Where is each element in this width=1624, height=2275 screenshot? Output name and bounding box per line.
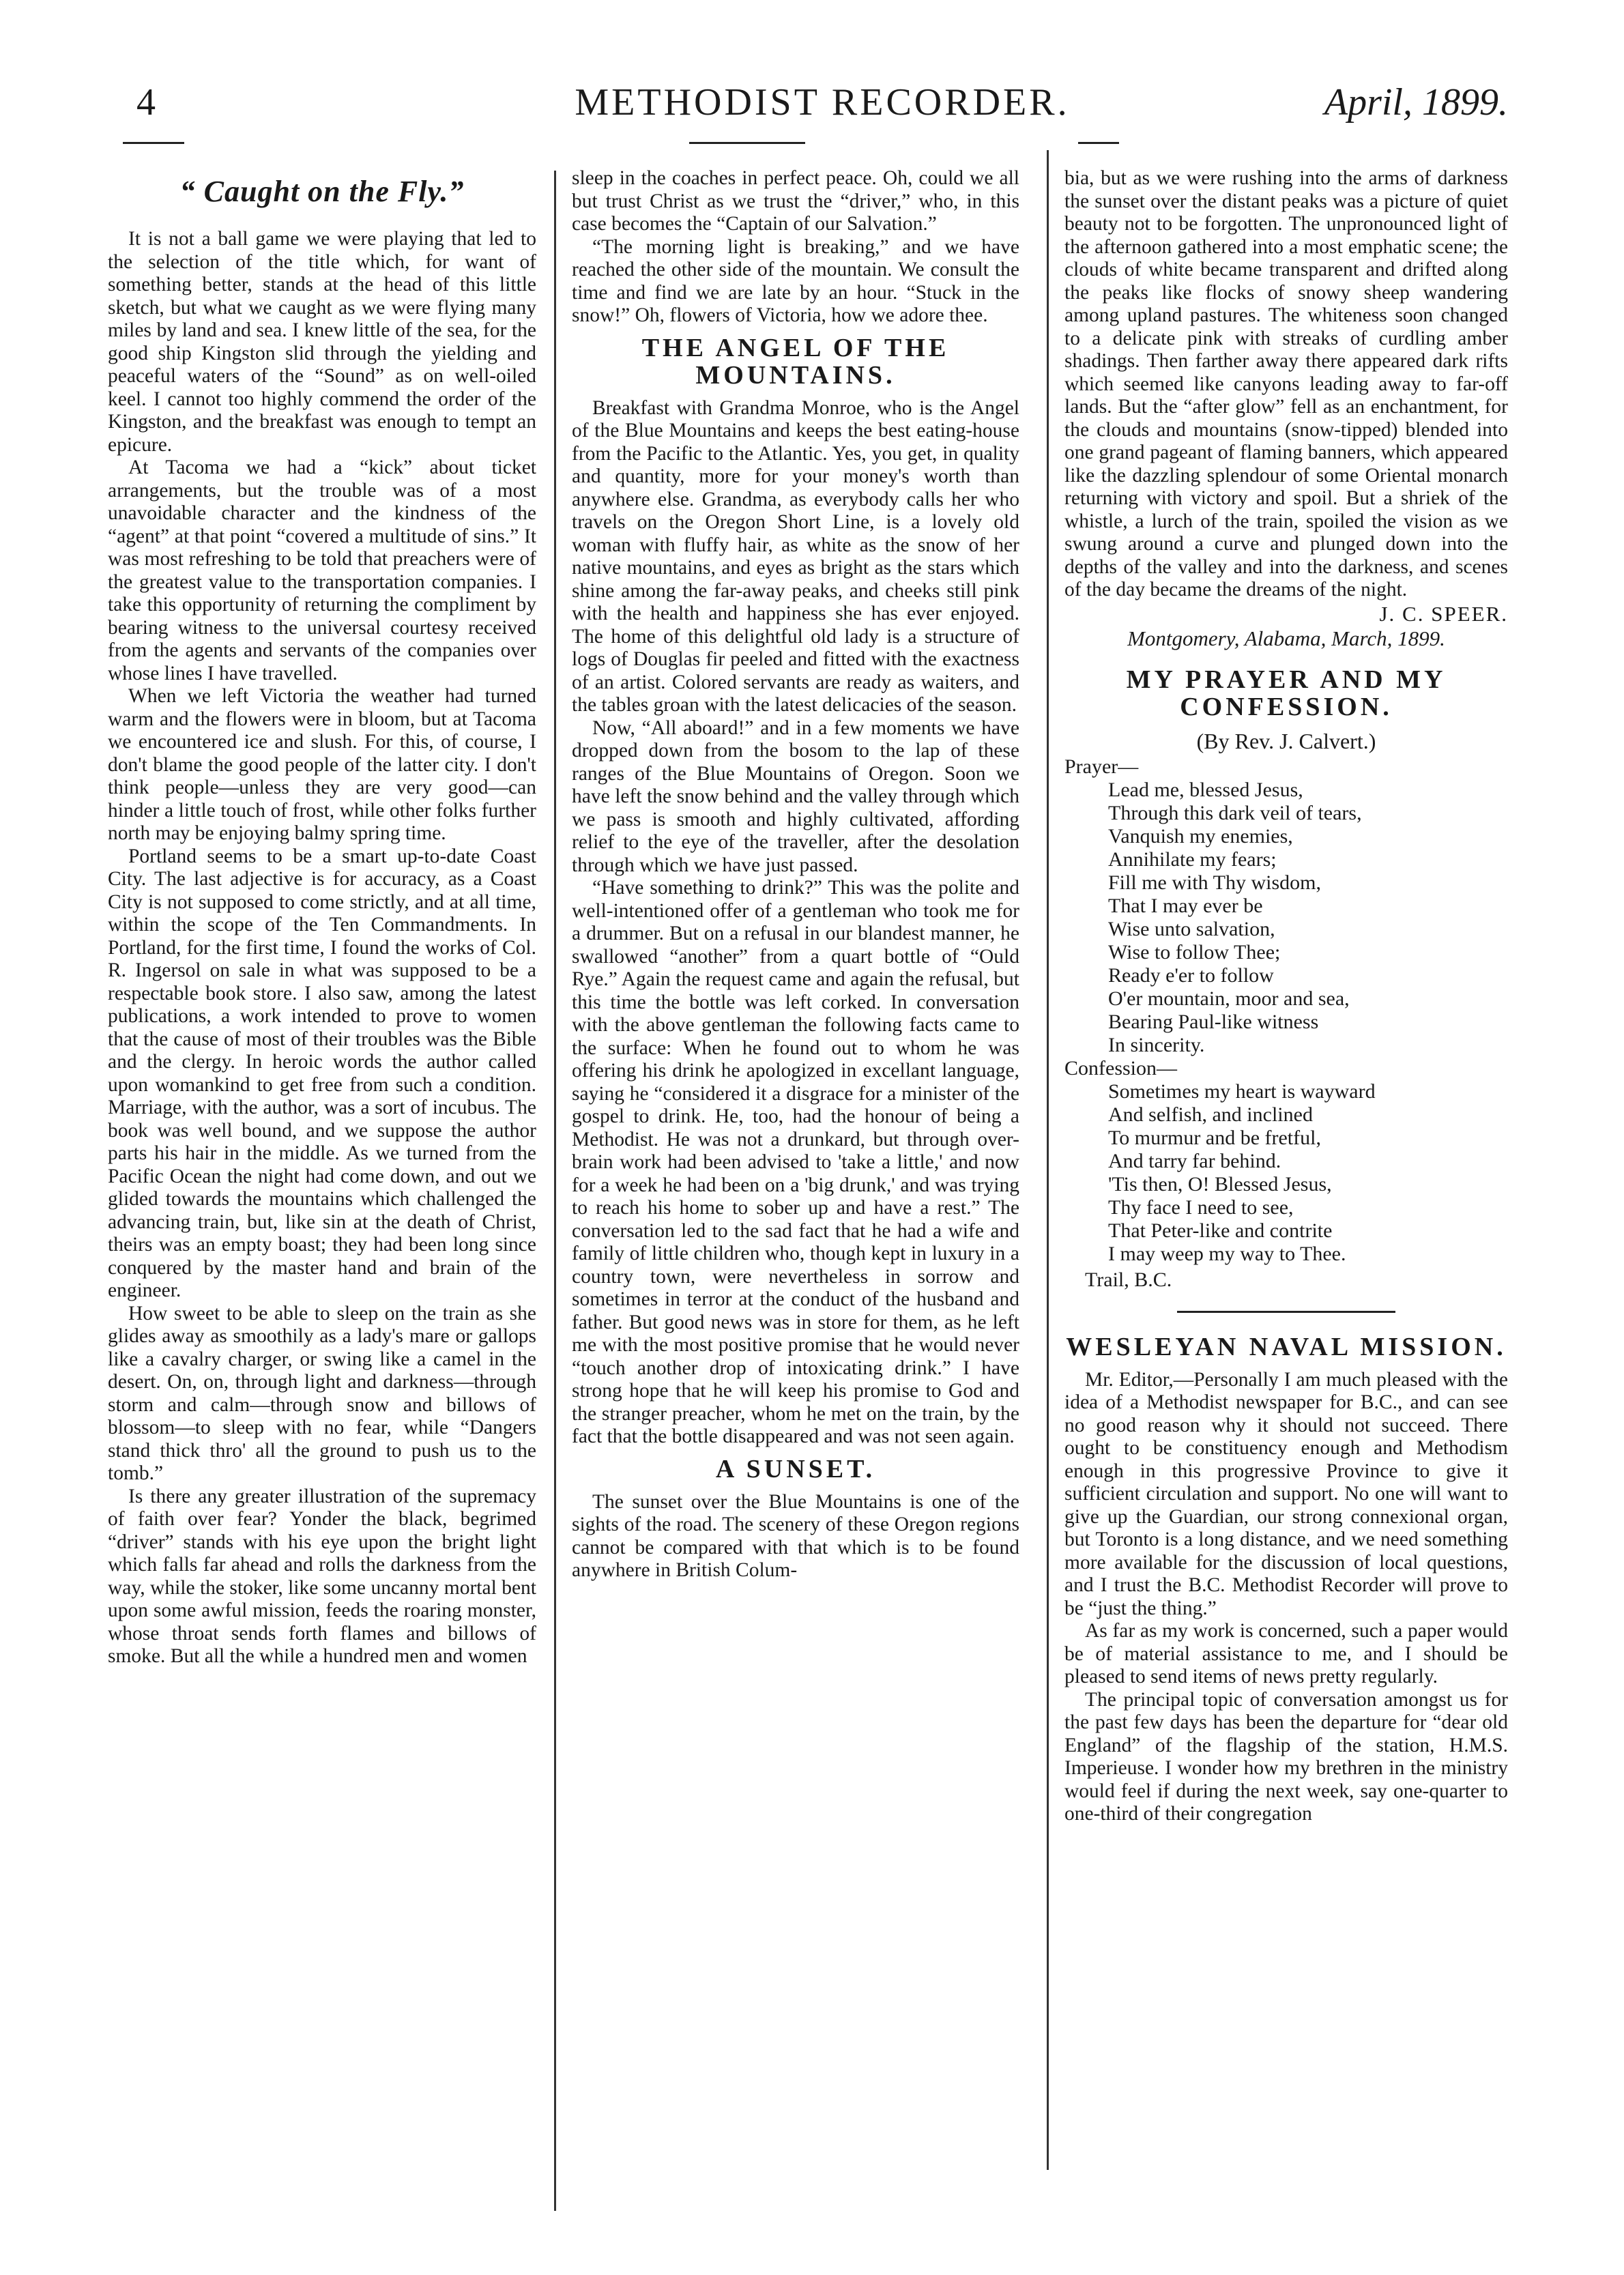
column-rule-2 bbox=[1047, 150, 1049, 2170]
prayer-label: Prayer— bbox=[1064, 755, 1139, 778]
poem-line: And selfish, and inclined bbox=[1108, 1103, 1313, 1126]
poem-line: O'er mountain, moor and sea, bbox=[1108, 987, 1350, 1010]
paragraph: “Have something to drink?” This was the polite and well-intentioned offer of a gentleman who took me for a drummer. But on a refusal in our blandest manner, he swallowed “another” from a quart bottle of “Ould Rye.” Again the request came and again the refusal, but this time the bottle was left corked. In conversation with the above gentleman the following facts came to the surface: When he found out to whom he was offering his drink he apologized in excellant language, saying he “considered it a disgrace for a minister of the gospel to drink. He, too, had the honour of being a Methodist. He was not a drunkard, but through over-brain work had been advised to 'take a little,' and now for a week he had been on a 'big drunk,' and was trying to reach his home to sober up and have a rest.” The conversation led to the sad fact that he had a wife and family of little children who, though kept in luxury in a country town, were nevertheless in sorrow and sometimes in terror at the conduct of the husband and father. But good news was in store for them, as he left me with the most positive promise that he would never “touch another drop of intoxicating drink.” I have strong hope that he will keep his promise to God and the stranger preacher, whom he met on the train, by the fact that the bottle disappeared and was not seen again. bbox=[572, 877, 1019, 1447]
poem-place: Trail, B.C. bbox=[1085, 1268, 1172, 1291]
poem-byline: (By Rev. J. Calvert.) bbox=[1196, 728, 1376, 753]
column-2 bbox=[572, 167, 1019, 2132]
paragraph: Is there any greater illustration of the supremacy of faith over fear? Yonder the black, begrimed “driver” stands with his eye upon the bright light which falls far ahead and rolls the darkness from the way, while the stoker, like some uncanny mortal bent upon some awful mission, feeds the roaring monster, whose throat sends forth flames and billows of smoke. But all the while a hundred men and women bbox=[108, 1485, 536, 1667]
poem-line: Wise unto salvation, bbox=[1108, 917, 1275, 940]
paragraph: When we left Victoria the weather had turned warm and the flowers were in bloom, but at Tacoma we encountered ice and slush. For this, of course, I don't blame the good people of the latter city. I don't think people—unless they are very good—can hinder a little touch of frost, while other folks further north may be enjoying balmy spring time. bbox=[108, 685, 536, 844]
paragraph: sleep in the coaches in perfect peace. Oh, could we all but trust Christ as we trust the “driver,” who, in this case becomes the “Captain of our Salvation.” bbox=[572, 167, 1019, 235]
header-rule-right bbox=[1078, 142, 1119, 144]
article-body-caught-on-fly bbox=[108, 228, 536, 1668]
paragraph: How sweet to be able to sleep on the train as she glides away as smoothily as a lady's mare or gallops like a cavalry charger, or swing like a camel in the desert. On, on, through light and darkness—through storm and calm—through snow and billows of blossom—to sleep with no fear, while “Dangers stand thick thro' all the ground to push us to the tomb.” bbox=[108, 1302, 536, 1484]
poem-line: In sincerity. bbox=[1108, 1033, 1205, 1056]
confession-label: Confession— bbox=[1064, 1056, 1177, 1079]
paragraph: Mr. Editor,—Personally I am much pleased with the idea of a Methodist newspaper for B.C., and can see no good reason why it should not succeed. There ought to be constituency enough and Methodism enough in this progressive Province to give it sufficient circulation and support. No one will want to give up the Guardian, our strong connexional organ, but Toronto is a long distance, and we need something more available for the discussion of local questions, and I trust the B.C. Methodist Recorder will prove to be “just the thing.” bbox=[1064, 1368, 1508, 1619]
paragraph: It is not a ball game we were playing that led to the selection of the title which, for want of something better, stands at the head of this little sketch, but what we caught as we were flying many miles by land and sea. I knew little of the sea, for the good ship Kingston slid through the yielding and peaceful waters of the “Sound” as on well-oiled keel. I cannot too highly commend the order of the Kingston, and the breakfast was enough to tempt an epicure. bbox=[108, 228, 536, 456]
article-title-caught-on-fly: “ Caught on the Fly.” bbox=[179, 175, 465, 208]
section-title-naval-mission: WESLEYAN NAVAL MISSION. bbox=[1066, 1332, 1507, 1361]
poem-line: To murmur and be fretful, bbox=[1108, 1126, 1321, 1149]
paragraph: As far as my work is concerned, such a paper would be of material assistance to me, and I should be pleased to send items of news pretty regularly. bbox=[1064, 1620, 1508, 1687]
dateline: Montgomery, Alabama, March, 1899. bbox=[1127, 626, 1445, 650]
paragraph: The sunset over the Blue Mountains is one of the sights of the road. The scenery of these Oregon regions cannot be compared with that which is to be found anywhere in British Colum- bbox=[572, 1490, 1019, 1581]
poem-line: Lead me, blessed Jesus, bbox=[1108, 778, 1303, 801]
section-title-sunset: A SUNSET. bbox=[715, 1454, 876, 1483]
paragraph: bia, but as we were rushing into the arms of darkness the sunset over the distant peaks was a picture of quiet beauty not to be forgotten. The unpronounced light of the afternoon gathered into a most emphatic scene; the clouds of white became transparent and drifted along the peaks like flocks of snowy sheep wandering among upland pastures. The whiteness soon changed to a delicate pink with streaks of curdling amber shadings. Then farther away there appeared dark rifts which seemed like canyons leading away to far-off lands. But the “after glow” fell as an enchantment, for the clouds and mountains (snow-tipped) blended into one grand pageant of flaming banners, which appeared like the dazzling splendour of some Oriental monarch returning with victory and spoil. But a shriek of the whistle, a lurch of the train, spoiled the vision as we swung around a curve and plunged down into the depths of the valley and into the darkness, and scenes of the day became the dreams of the night. bbox=[1064, 167, 1508, 600]
author-signature: J. C. SPEER. bbox=[1379, 601, 1508, 626]
poem-title: MY PRAYER AND MY CONFESSION. bbox=[1126, 665, 1447, 721]
poem-line: That I may ever be bbox=[1108, 894, 1263, 917]
section-body-angel bbox=[572, 397, 1019, 1449]
poem-line: Annihilate my fears; bbox=[1108, 847, 1277, 871]
column-rule-1 bbox=[554, 171, 556, 2211]
header-rule-center bbox=[689, 142, 805, 144]
paper-title: METHODIST RECORDER. bbox=[575, 81, 1070, 124]
prayer-stanza bbox=[1064, 779, 1508, 1057]
paragraph: The principal topic of conversation amongst us for the past few days has been the departure for “dear old England” of the flagship of the station, H.M.S. Imperieuse. I wonder how my brethren in the ministry would feel if during the next week, say one-quarter to one-third of their congregation bbox=[1064, 1688, 1508, 1825]
poem-line: Through this dark veil of tears, bbox=[1108, 801, 1362, 824]
poem-line: Thy face I need to see, bbox=[1108, 1196, 1294, 1219]
header-rule-left bbox=[123, 142, 184, 144]
issue-date: April, 1899. bbox=[1324, 81, 1508, 124]
poem-line: And tarry far behind. bbox=[1108, 1149, 1281, 1172]
poem-line: I may weep my way to Thee. bbox=[1108, 1242, 1346, 1265]
poem-line: 'Tis then, O! Blessed Jesus, bbox=[1108, 1172, 1332, 1196]
page-number: 4 bbox=[136, 81, 156, 124]
paragraph: Portland seems to be a smart up-to-date Coast City. The last adjective is for accuracy, as a Coast City is not supposed to come strictly, and at all time, within the scope of the Ten Commandments. In Portland, for the first time, I found the works of Col. R. Ingersol on sale in what was supposed to be a respectable book store. I also saw, among the latest publications, a work intended to prove to women that the cause of most of their troubles was the Bible and the clergy. In heroic words the author called upon womankind to get free from such a condition. Marriage, with the author, was a sort of incubus. The book was well bound, and we suppose the author parts his hair in the middle. As we turned from the Pacific Ocean the night had come down, and out we glided towards the mountains which challenged the advancing train, but, like sin at the death of Christ, theirs was an empty boast; they had been long since conquered by the master hand and brain of the engineer. bbox=[108, 845, 536, 1301]
masthead bbox=[136, 81, 1508, 142]
column-3 bbox=[1064, 167, 1508, 2098]
confession-stanza bbox=[1064, 1080, 1508, 1266]
paragraph: Now, “All aboard!” and in a few moments we have dropped down from the bosom to the lap of these ranges of the Blue Mountains of Oregon. Soon we have left the snow behind and the valley through which we pass is smooth and highly cultivated, affording relief to the eye of the traveller, after the desolation through which we have just passed. bbox=[572, 716, 1019, 876]
paragraph: Breakfast with Grandma Monroe, who is the Angel of the Blue Mountains and keeps the best eating-house from the Pacific to the Atlantic. Yes, you get, in quality and quantity, more for your money's worth than anywhere else. Grandma, as everybody calls her who travels on the Oregon Short Line, is a lovely old woman with fluffy hair, as white as the snow of her native mountains, and eyes as bright as the stars which shine among the far-away peaks, and cheeks still pink with the health and happiness she has ever enjoyed. The home of this delightful old lady is a structure of logs of Douglas fir peeled and fitted with the exactness of an artist. Colored servants are ready as waiters, and the tables groan with the latest delicacies of the season. bbox=[572, 396, 1019, 716]
poem-line: Vanquish my enemies, bbox=[1108, 824, 1293, 847]
section-body-sunset bbox=[572, 1491, 1019, 1582]
poem-line: Bearing Paul-like witness bbox=[1108, 1010, 1319, 1033]
poem-line: That Peter-like and contrite bbox=[1108, 1219, 1333, 1242]
sunset-continuation bbox=[1064, 167, 1508, 602]
column-1 bbox=[108, 167, 536, 2214]
article-continuation bbox=[572, 167, 1019, 328]
poem-line: Sometimes my heart is wayward bbox=[1108, 1079, 1376, 1103]
section-divider bbox=[1177, 1311, 1395, 1313]
poem-line: Wise to follow Thee; bbox=[1108, 940, 1281, 963]
section-body-naval-mission bbox=[1064, 1369, 1508, 1826]
section-title-angel: THE ANGEL OF THE MOUNTAINS. bbox=[641, 333, 950, 390]
poem-line: Ready e'er to follow bbox=[1108, 963, 1274, 987]
poem-line: Fill me with Thy wisdom, bbox=[1108, 871, 1321, 894]
paragraph: At Tacoma we had a “kick” about ticket arrangements, but the trouble was of a most unavoidable character and the kindness of the “agent” at that point “covered a multitude of sins.” It was most refreshing to be told that preachers were of the greatest value to the transportation companies. I take this opportunity of returning the compliment by bearing witness to the universal courtesy received from the agents and servants of the companies over whose lines I have travelled. bbox=[108, 457, 536, 684]
paragraph: “The morning light is breaking,” and we have reached the other side of the mountain. We consult the time and find we are late by an hour. “Stuck in the snow!” Oh, flowers of Victoria, how we adore thee. bbox=[572, 235, 1019, 326]
